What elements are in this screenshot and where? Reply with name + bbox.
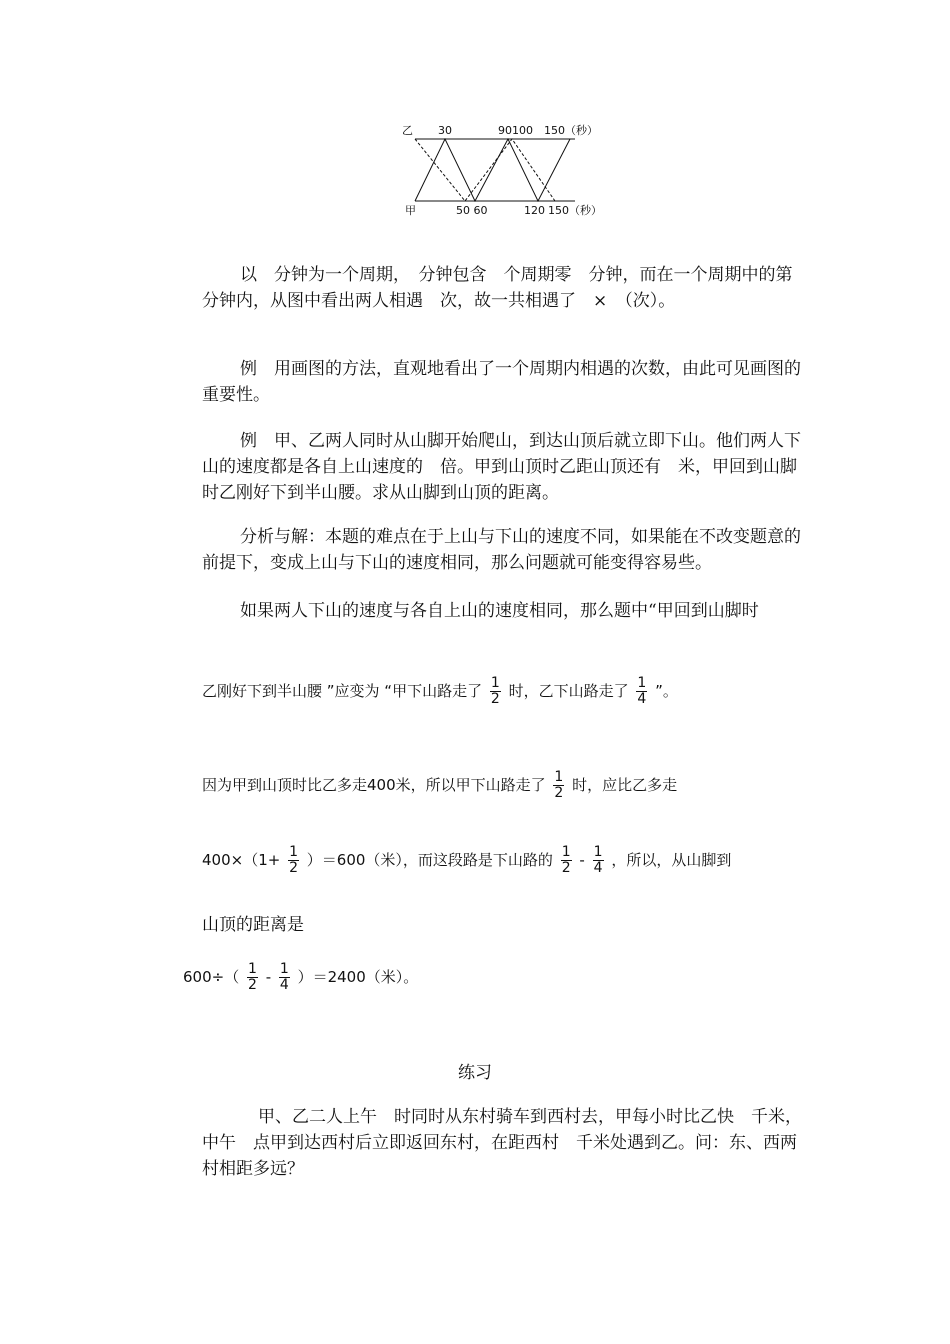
exercise-title: 练习	[458, 1063, 492, 1083]
label-90100: 90100	[498, 124, 533, 137]
paragraph-5: 如果两人下山的速度与各自上山的速度相同，那么题中“甲回到山脚时	[240, 601, 759, 621]
exercise-text: 甲、乙二人上午 时同时从东村骑车到西村去，甲每小时比乙快 千米，中午 点甲到达西村后立即返回东村，在距西村 千米处遇到乙。问：东、西两村相距多远？	[202, 1107, 802, 1179]
meeting-diagram	[400, 120, 610, 220]
fraction-half: $\frac{1}{2}$	[554, 769, 564, 801]
formula-line-1: 乙刚好下到半山腰 ”应变为 “甲下山路走了 $\frac{1}{2}$ 时，乙下山路走了 $\frac{1}{4}$ ”。	[202, 675, 678, 707]
formula-line-3: 400×（1+ $\frac{1}{2}$ ）＝600（米），而这段路是下山路的 $\frac{1}{2}$ - $\frac{1}{4}$ ，所以，从山脚到	[202, 844, 732, 876]
paragraph-1: 以 分钟为一个周期， 分钟包含 个周期零 分钟，而在一个周期中的第 分钟内，从图中看出两人相遇 次，故一共相遇了 × （次）。	[202, 265, 810, 311]
fraction-quarter: $\frac{1}{4}$	[279, 961, 289, 993]
fraction-half: $\frac{1}{2}$	[289, 844, 299, 876]
label-150-bottom: 150（秒）	[548, 204, 602, 217]
paragraph-2: 例 用画图的方法，直观地看出了一个周期内相遇的次数，由此可见画图的重要性。	[202, 359, 801, 405]
label-jia: 甲	[405, 204, 416, 217]
label-150-top: 150（秒）	[544, 124, 598, 137]
fraction-half: $\frac{1}{2}$	[561, 844, 571, 876]
paragraph-6: 山顶的距离是	[202, 915, 304, 935]
jia-path	[415, 139, 570, 201]
label-120: 120	[524, 204, 545, 217]
formula-line-2: 因为甲到山顶时比乙多走400米，所以甲下山路走了 $\frac{1}{2}$ 时，应比乙多走	[202, 769, 678, 801]
fraction-quarter: $\frac{1}{4}$	[637, 675, 647, 707]
label-30: 30	[438, 124, 452, 137]
paragraph-3: 例 甲、乙两人同时从山脚开始爬山，到达山顶后就立即下山。他们两人下山的速度都是各自上山速度的 倍。甲到山顶时乙距山顶还有 米，甲回到山脚时乙刚好下到半山腰。求从山脚到山顶的距离。	[202, 431, 801, 503]
paragraph-4: 分析与解：本题的难点在于上山与下山的速度不同，如果能在不改变题意的前提下，变成上山与下山的速度相同，那么问题就可能变得容易些。	[202, 527, 801, 573]
fraction-half: $\frac{1}{2}$	[247, 961, 257, 993]
fraction-quarter: $\frac{1}{4}$	[593, 844, 603, 876]
label-yi: 乙	[402, 124, 413, 137]
label-5060: 50 60	[456, 204, 488, 217]
formula-line-4: 600÷（ $\frac{1}{2}$ - $\frac{1}{4}$ ）＝2400（米）。	[183, 961, 419, 993]
fraction-half: $\frac{1}{2}$	[490, 675, 500, 707]
